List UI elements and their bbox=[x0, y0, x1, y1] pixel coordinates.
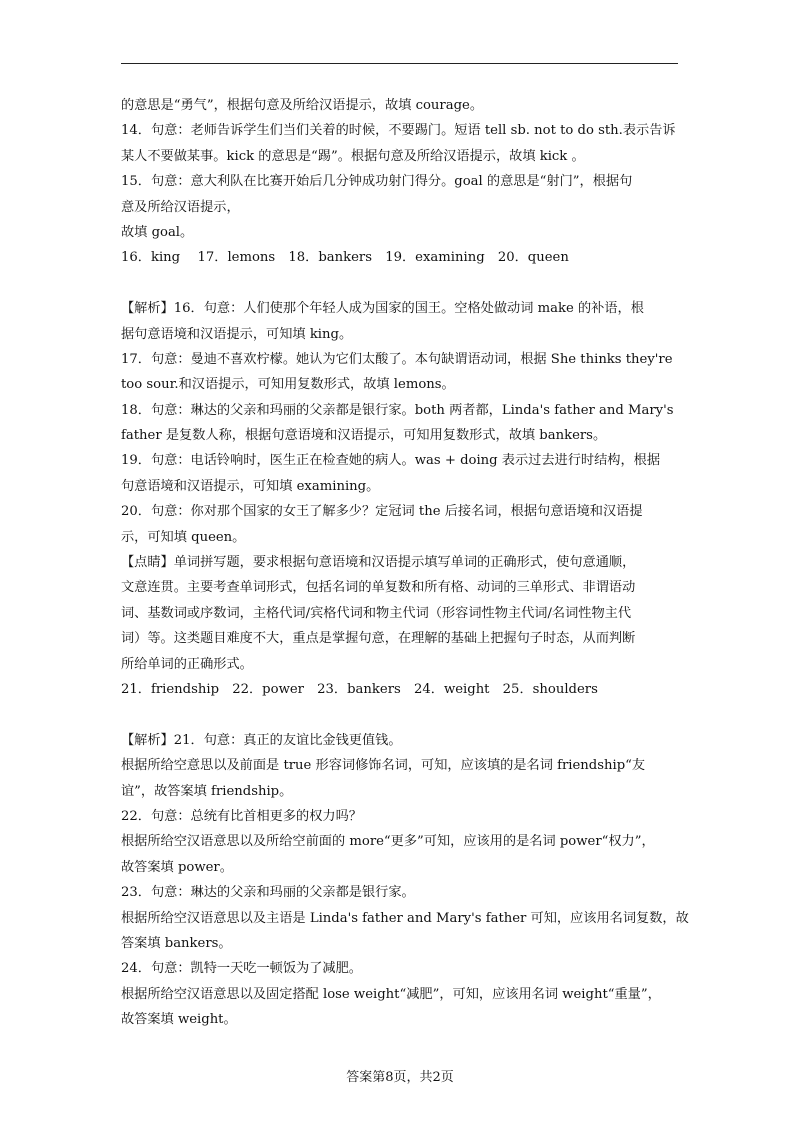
text-line: 【解析】21．句意：真正的友谊比金钱更值钱。 bbox=[121, 732, 402, 748]
text-line: 故答案填 weight。 bbox=[121, 1012, 237, 1028]
answers-21-25: 21．friendship 22．power 23．bankers 24．weight 25．shoulders bbox=[121, 681, 598, 697]
text-line: 23．句意：琳达的父亲和玛丽的父亲都是银行家。 bbox=[121, 885, 415, 901]
text-line: 根据所给空意思以及前面是 true 形容词修饰名词，可知，应该填的是名词 friendship“友 bbox=[121, 758, 646, 774]
text-line: 词）等。这类题目难度不大，重点是掌握句意，在理解的基础上把握句子时态，从而判断 bbox=[121, 631, 636, 647]
blank-line bbox=[121, 702, 678, 727]
text-line: 【解析】16．句意：人们使那个年轻人成为国家的国王。空格处做动词 make 的补语，根 bbox=[121, 301, 644, 317]
text-line: 句意语境和汉语提示，可知填 examining。 bbox=[121, 478, 380, 494]
text-line: 19．句意：电话铃响时，医生正在检查她的病人。was + doing 表示过去进行时结构，根据 bbox=[121, 453, 661, 469]
text-line: 15．句意：意大利队在比赛开始后几分钟成功射门得分。goal 的意思是“射门”，根据句 bbox=[121, 174, 633, 190]
text-line: 据句意语境和汉语提示，可知填 king。 bbox=[121, 326, 353, 342]
text-line: 根据所给空汉语意思以及所给空前面的 more“更多”可知，应该用的是名词 power“权力”， bbox=[121, 834, 655, 850]
text-line: 18．句意：琳达的父亲和玛丽的父亲都是银行家。both 两者都，Linda's father and Mary's bbox=[121, 402, 674, 418]
page-footer: 答案第8页，共2页 bbox=[346, 1070, 454, 1085]
text-line: 意及所给汉语提示， bbox=[121, 199, 240, 215]
text-line: father 是复数人称，根据句意语境和汉语提示，可知用复数形式，故填 bankers。 bbox=[121, 428, 607, 444]
text-line: 根据所给空汉语意思以及固定搭配 lose weight“减肥”，可知，应该用名词 weight“重量”， bbox=[121, 986, 661, 1002]
text-line: 24．句意：凯特一天吃一顿饭为了减肥。 bbox=[121, 961, 362, 977]
text-line: 20．句意：你对那个国家的女王了解多少？定冠词 the 后接名词，根据句意语境和汉语提 bbox=[121, 504, 643, 520]
answer-content bbox=[121, 93, 689, 1032]
text-line: 故填 goal。 bbox=[121, 224, 194, 240]
text-line: 根据所给空汉语意思以及主语是 Linda's father and Mary's father 可知，应该用名词复数，故 bbox=[121, 910, 689, 926]
text-line: 谊”，故答案填 friendship。 bbox=[121, 783, 293, 799]
text-line: 示，可知填 queen。 bbox=[121, 529, 246, 545]
answers-16-20: 16．king 17．lemons 18．bankers 19．examining 20．queen bbox=[121, 250, 569, 266]
text-line: 22．句意：总统有比首相更多的权力吗？ bbox=[121, 808, 362, 824]
text-line: 词、基数词或序数词，主格代词/宾格代词和物主代词（形容词性物主代词/名词性物主代 bbox=[121, 605, 632, 621]
text-line: too sour.和汉语提示，可知用复数形式，故填 lemons。 bbox=[121, 377, 455, 393]
text-line: 某人不要做某事。kick 的意思是“踢”。根据句意及所给汉语提示，故填 kick 。 bbox=[121, 148, 585, 164]
text-line: 故答案填 power。 bbox=[121, 859, 233, 875]
text-line: 的意思是“勇气”，根据句意及所给汉语提示，故填 courage。 bbox=[121, 98, 484, 113]
text-line: 答案填 bankers。 bbox=[121, 935, 232, 951]
text-line: 14．句意：老师告诉学生们当们关着的时候，不要踢门。短语 tell sb. not to do sth.表示告诉 bbox=[121, 123, 676, 139]
text-line: 17．句意：曼迪不喜欢柠檬。她认为它们太酸了。本句缺谓语动词，根据 She thinks they're bbox=[121, 351, 673, 367]
text-line: 文意连贯。主要考查单词形式，包括名词的单复数和所有格、动词的三单形式、非谓语动 bbox=[121, 580, 636, 596]
blank-line bbox=[121, 271, 678, 296]
text-line: 所给单词的正确形式。 bbox=[121, 656, 253, 672]
header-rule bbox=[121, 63, 678, 64]
text-line: 【点睛】单词拼写题，要求根据句意语境和汉语提示填写单词的正确形式，使句意通顺， bbox=[121, 555, 636, 571]
